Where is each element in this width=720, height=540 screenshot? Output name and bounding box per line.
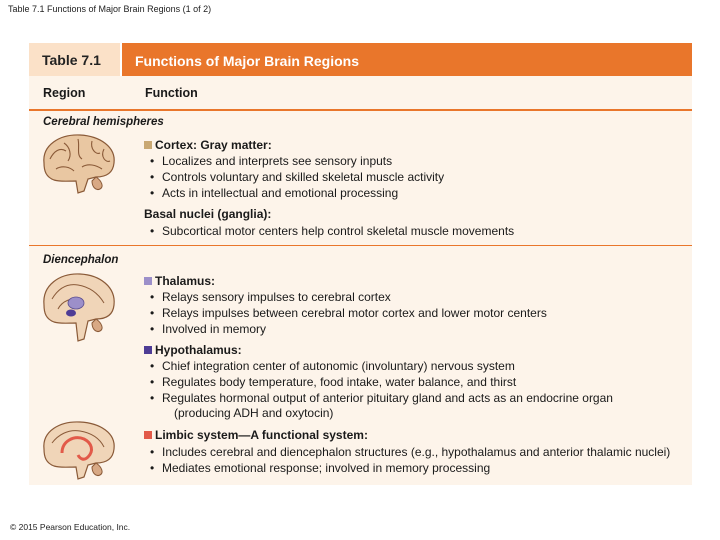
subheading-thalamus: Thalamus: (144, 274, 215, 288)
diencephalon-brain-illustration (38, 269, 120, 353)
list-item: • Regulates body temperature, food intake, water balance, and thirst (162, 375, 516, 389)
header-rule (29, 109, 692, 111)
header-divider (120, 43, 122, 76)
list-item: • Controls voluntary and skilled skeletal muscle activity (162, 170, 444, 184)
section-title-diencephalon: Diencephalon (43, 254, 119, 266)
list-item: • Relays sensory impulses to cerebral cortex (162, 290, 391, 304)
list-item-continuation: (producing ADH and oxytocin) (174, 406, 334, 420)
list-item: • Localizes and interprets see sensory inputs (162, 154, 392, 168)
list-item: • Involved in memory (162, 322, 266, 336)
cortex-color-key (144, 141, 152, 149)
subheading-hypothalamus: Hypothalamus: (144, 343, 242, 357)
cerebral-brain-illustration (38, 129, 120, 197)
list-item: • Includes cerebral and diencephalon structures (e.g., hypothalamus and anterior thalamic nuclei) (162, 445, 670, 459)
table-title: Functions of Major Brain Regions (135, 53, 360, 69)
limbic-brain-illustration (38, 417, 120, 483)
hypothalamus-color-key (144, 346, 152, 354)
section-divider (29, 245, 692, 246)
table-header (29, 43, 692, 76)
subheading-basal-nuclei: Basal nuclei (ganglia): (144, 207, 272, 221)
column-header-region: Region (43, 86, 86, 100)
section-title-cerebral: Cerebral hemispheres (43, 116, 164, 128)
subheading-limbic-system: Limbic system—A functional system: (144, 428, 368, 442)
thalamus-color-key (144, 277, 152, 285)
list-item: • Acts in intellectual and emotional processing (162, 186, 398, 200)
list-item: • Mediates emotional response; involved in memory processing (162, 461, 490, 475)
subheading-cortex: Cortex: Gray matter: (144, 138, 272, 152)
column-header-function: Function (145, 86, 198, 100)
table-number: Table 7.1 (42, 52, 101, 68)
list-item: • Regulates hormonal output of anterior pituitary gland and acts as an endocrine organ (162, 391, 613, 405)
slide-title: Table 7.1 Functions of Major Brain Regions (1 of 2) (8, 4, 212, 14)
list-item: • Relays impulses between cerebral motor cortex and lower motor centers (162, 306, 547, 320)
limbic-color-key (144, 431, 152, 439)
list-item: • Subcortical motor centers help control skeletal muscle movements (162, 224, 514, 238)
copyright-notice: © 2015 Pearson Education, Inc. (10, 522, 131, 532)
table-number-cell (29, 43, 120, 76)
list-item: • Chief integration center of autonomic (involuntary) nervous system (162, 359, 515, 373)
brain-functions-table (29, 43, 692, 485)
